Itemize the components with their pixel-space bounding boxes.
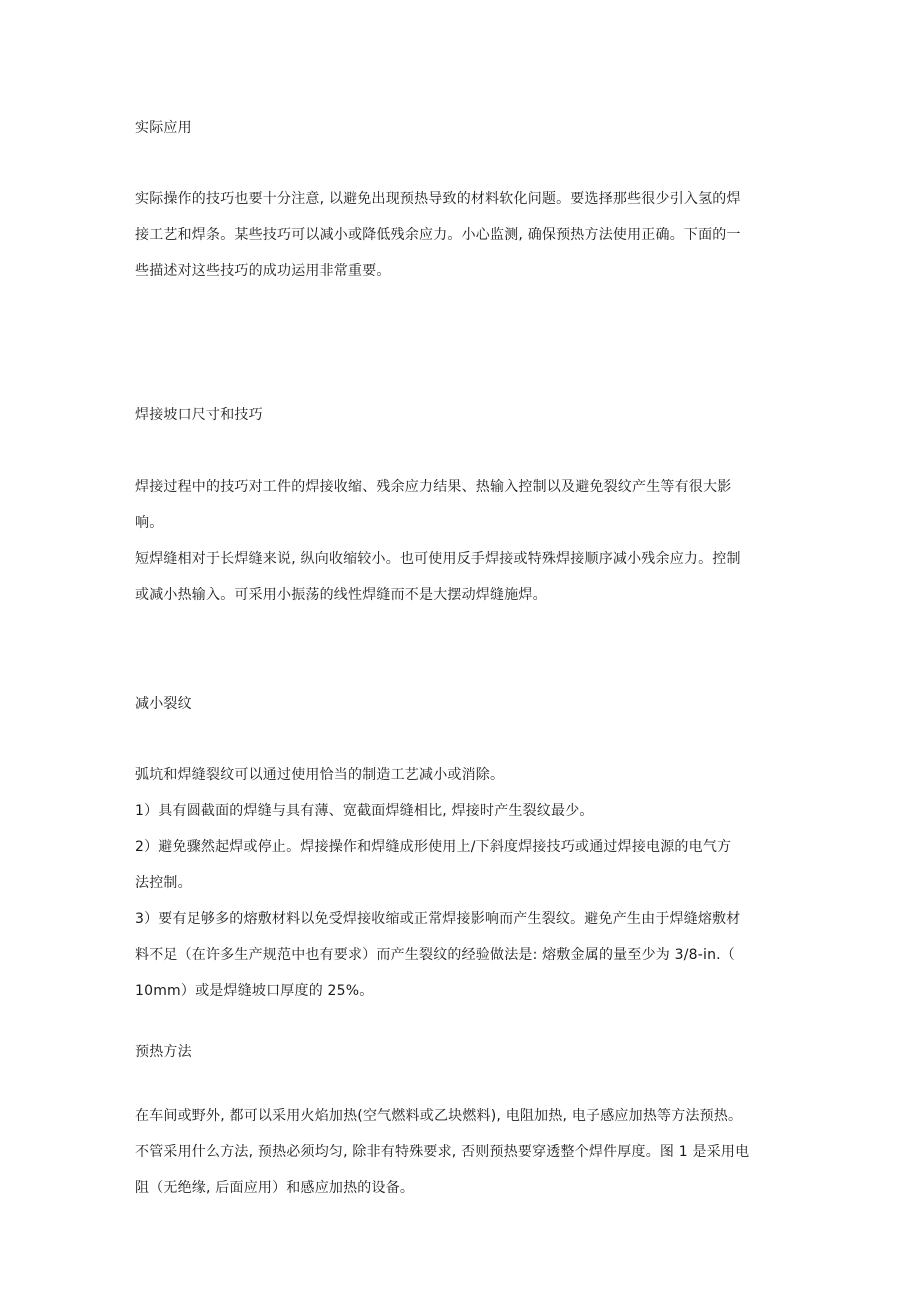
list-item-2: 2）避免骤然起焊或停止。焊接操作和焊缝成形使用上/下斜度焊接技巧或通过焊接电源的电气方 (135, 839, 732, 855)
paragraph-line: 不管采用什么方法, 预热必须均匀, 除非有特殊要求, 否则预热要穿透整个焊件厚度。图 1 是采用电 (135, 1144, 750, 1160)
section-heading-preheat-methods: 预热方法 (135, 1044, 192, 1060)
list-item-2-continued: 法控制。 (135, 875, 192, 891)
paragraph-line: 阻（无绝缘, 后面应用）和感应加热的设备。 (135, 1180, 415, 1196)
list-item-3-continued: 料不足（在许多生产规范中也有要求）而产生裂纹的经验做法是: 熔敷金属的量至少为 3/8-in.（ (135, 947, 736, 963)
paragraph-line: 或减小热输入。可采用小振荡的线性焊缝而不是大摆动焊缝施焊。 (135, 587, 547, 603)
paragraph-line: 在车间或野外, 都可以采用火焰加热(空气燃料或乙块燃料), 电阻加热, 电子感应加热等方法预热。 (135, 1108, 743, 1124)
paragraph-line: 短焊缝相对于长焊缝来说, 纵向收缩较小。也可使用反手焊接或特殊焊接顺序减小残余应力。控制 (135, 551, 741, 567)
section-heading-practical-application: 实际应用 (135, 120, 192, 136)
paragraph-line: 焊接过程中的技巧对工件的焊接收缩、残余应力结果、热输入控制以及避免裂纹产生等有很大影 (135, 479, 732, 495)
paragraph-line: 弧坑和焊缝裂纹可以通过使用恰当的制造工艺减小或消除。 (135, 767, 505, 783)
list-item-1: 1）具有圆截面的焊缝与具有薄、宽截面焊缝相比, 焊接时产生裂纹最少。 (135, 803, 594, 819)
paragraph-line: 些描述对这些技巧的成功运用非常重要。 (135, 263, 391, 279)
paragraph-line: 实际操作的技巧也要十分注意, 以避免出现预热导致的材料软化问题。要选择那些很少引入氢的焊 (135, 191, 741, 207)
list-item-3-continued: 10mm）或是焊缝坡口厚度的 25%。 (135, 983, 374, 999)
section-heading-groove-size: 焊接坡口尺寸和技巧 (135, 407, 263, 423)
paragraph-line: 响。 (135, 515, 164, 531)
list-item-3: 3）要有足够多的熔敷材料以免受焊接收缩或正常焊接影响而产生裂纹。避免产生由于焊缝熔敷材 (135, 911, 741, 927)
section-heading-reduce-cracks: 减小裂纹 (135, 696, 192, 712)
paragraph-line: 接工艺和焊条。某些技巧可以减小或降低残余应力。小心监测, 确保预热方法使用正确。下面的一 (135, 227, 741, 243)
